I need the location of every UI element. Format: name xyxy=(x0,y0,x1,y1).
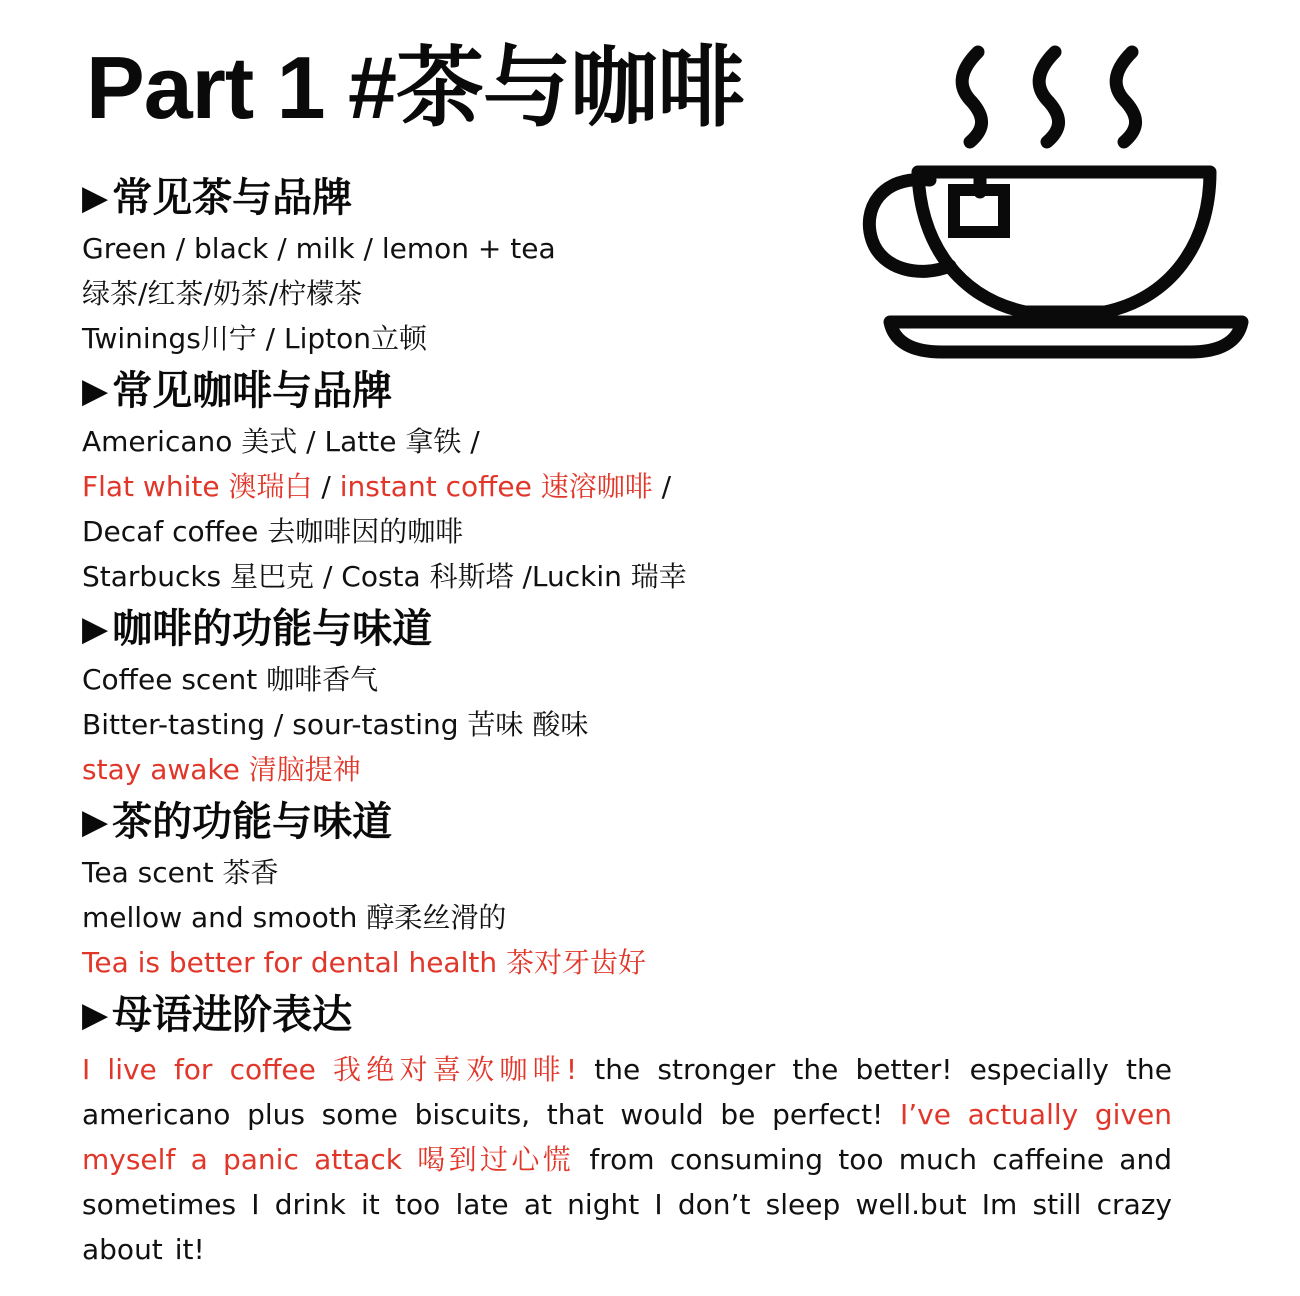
vocab-line xyxy=(82,940,1172,985)
line-text: Green / black / milk / lemon + tea xyxy=(82,232,556,265)
vocab-line xyxy=(82,509,1172,554)
heading-text: 常见茶与品牌 xyxy=(112,175,353,221)
line-text: / xyxy=(652,470,672,503)
vocab-line xyxy=(82,747,1172,792)
section-heading xyxy=(82,170,1172,226)
line-text: 绿茶/红茶/奶茶/柠檬茶 xyxy=(82,277,363,310)
highlight-text: I’ve actually given myself a panic attack 喝到过心慌 xyxy=(82,1098,1172,1176)
vocab-line xyxy=(82,226,1172,271)
arrow-icon: ▶ xyxy=(82,609,109,649)
line-text: Starbucks 星巴克 / Costa 科斯塔 /Luckin 瑞幸 xyxy=(82,560,687,593)
section-heading xyxy=(82,601,1172,657)
vocab-line xyxy=(82,657,1172,702)
section-heading xyxy=(82,794,1172,850)
arrow-icon: ▶ xyxy=(82,178,109,218)
line-text: Tea scent 茶香 xyxy=(82,856,279,889)
vocab-line xyxy=(82,419,1172,464)
highlight-text: Flat white 澳瑞白 xyxy=(82,470,313,503)
paragraph-text: the stronger the better! especially the americano plus some biscuits, that would be perfect! xyxy=(82,1053,1172,1131)
vocab-line xyxy=(82,850,1172,895)
content xyxy=(82,170,1172,1272)
highlight-text: Tea is better for dental health 茶对牙齿好 xyxy=(82,946,646,979)
vocab-line xyxy=(82,464,1172,509)
heading-text: 常见咖啡与品牌 xyxy=(112,368,393,414)
highlight-text: instant coffee 速溶咖啡 xyxy=(339,470,653,503)
line-text: Decaf coffee 去咖啡因的咖啡 xyxy=(82,515,464,548)
expression-paragraph xyxy=(82,1047,1172,1272)
line-text: Coffee scent 咖啡香气 xyxy=(82,663,379,696)
arrow-icon: ▶ xyxy=(82,995,109,1035)
line-text: Twinings川宁 / Lipton立顿 xyxy=(82,322,428,355)
paragraph-text: from consuming too much caffeine and sometimes I drink it too late at night I don’t sleep well.but Im still crazy about it! xyxy=(82,1143,1172,1266)
heading-text: 母语进阶表达 xyxy=(112,992,353,1038)
arrow-icon: ▶ xyxy=(82,802,109,842)
highlight-text: stay awake 清脑提神 xyxy=(82,753,361,786)
highlight-text: I live for coffee 我绝对喜欢咖啡! xyxy=(82,1053,578,1086)
line-text: Americano 美式 / Latte 拿铁 / xyxy=(82,425,480,458)
heading-text: 咖啡的功能与味道 xyxy=(112,606,433,652)
section-heading xyxy=(82,987,1172,1043)
arrow-icon: ▶ xyxy=(82,371,109,411)
vocab-line xyxy=(82,271,1172,316)
vocab-line xyxy=(82,554,1172,599)
line-text: mellow and smooth 醇柔丝滑的 xyxy=(82,901,507,934)
line-text: Bitter-tasting / sour-tasting 苦味 酸味 xyxy=(82,708,589,741)
vocab-line xyxy=(82,702,1172,747)
line-text: / xyxy=(312,470,340,503)
vocab-line xyxy=(82,895,1172,940)
vocab-line xyxy=(82,316,1172,361)
section-heading xyxy=(82,363,1172,419)
page-title: Part 1 #茶与咖啡 xyxy=(86,38,744,137)
heading-text: 茶的功能与味道 xyxy=(112,799,393,845)
